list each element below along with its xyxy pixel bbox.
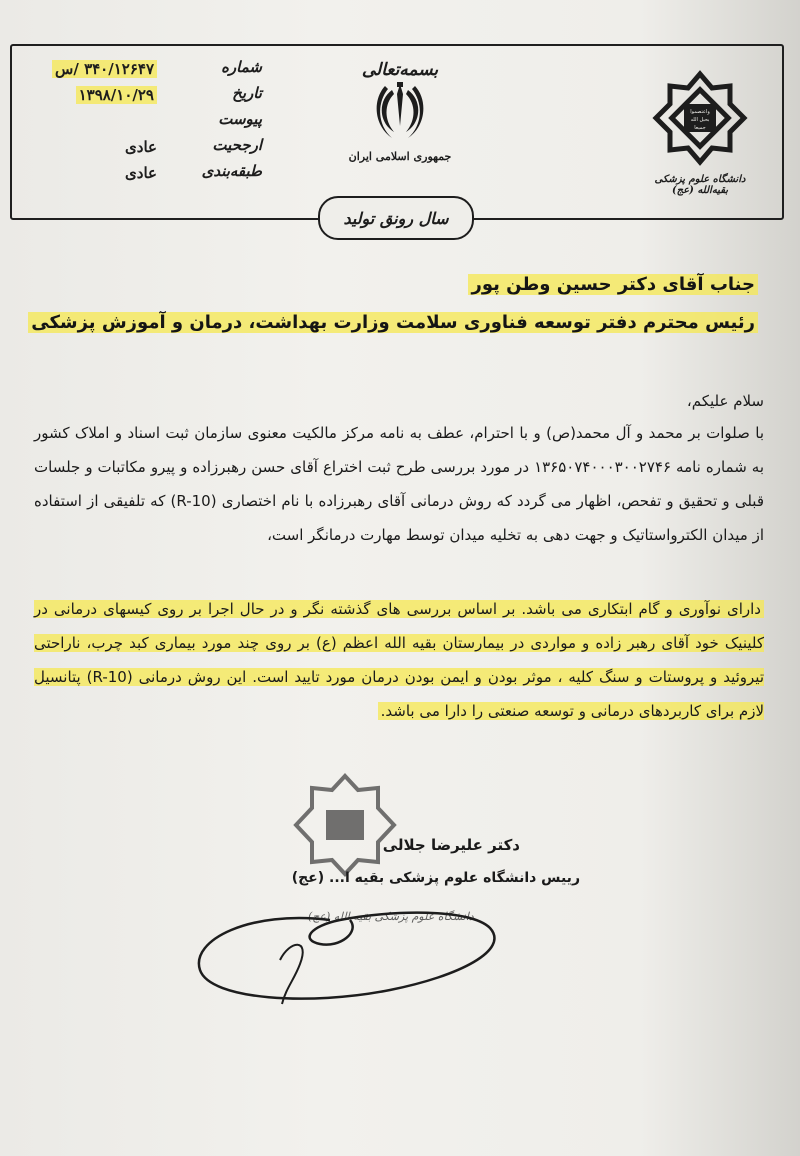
paragraph-2: دارای نوآوری و گام ابتکاری می باشد. بر اساس بررسی های گذشته نگر و در حال اجرا بر روی کیسهای درمانی در کلینیک خود آقای رهبر زاده و مواردی در بیمارستان بقیه الله اعظم (ع) بر روی چند مورد بیماری کبد چرب، ناراحتی تیروئید و پروستات و سنگ کلیه ، موثر بودن و ایمن بودن درمان مورد تایید است. این روش درمانی (R-10) پتانسیل لازم برای کاربردهای درمانی و توسعه صنعتی را دارا می باشد. [34, 600, 764, 720]
meta-priority: ارجحیت عادی [125, 136, 262, 156]
letter-metadata [22, 58, 262, 208]
paragraph-1: با صلوات بر محمد و آل محمد(ص) و با احترام، عطف به نامه مرکز مالکیت معنوی سازمان ثبت اسناد و املاک کشور به شماره نامه ۱۳۶۵۰۷۴۰۰۰۳۰۰۲۷۴۶ در مورد بررسی طرح ثبت اختراع آقای حسن رهبرزاده و پیرو مکاتبات و جلسات قبلی و تحقیق و تفحص، اظهار می گردد که روش درمانی آقای رهبرزاده با نام اختصاری (R-10) که تلفیقی از استفاده از میدان الکترواستاتیک و جهت دهی به تخلیه میدان توسط مهارت درمانگر است، [34, 424, 764, 544]
year-slogan-badge: سال رونق تولید [318, 196, 474, 240]
meta-number: شماره ۳۴۰/۱۲۶۴۷ /س [22, 58, 262, 84]
svg-text:جمیعا: جمیعا [694, 125, 706, 131]
meta-classification: طبقه‌بندی عادی [125, 162, 262, 182]
state-emblem-block [330, 60, 470, 163]
university-name: دانشگاه علوم پزشکی بقیه‌الله (عج) [654, 174, 746, 196]
handwritten-signature [190, 880, 520, 1010]
republic-caption: جمهوری اسلامی ایران [348, 150, 452, 163]
signatory-title: رییس دانشگاه علوم پزشکی بقیه ا... (عج) [291, 870, 580, 886]
university-emblem-icon [650, 68, 750, 168]
iran-emblem-icon [370, 80, 430, 142]
university-logo [640, 68, 760, 198]
greeting: سلام علیکم، [686, 392, 764, 410]
stamp-caption: دانشگاه علوم پزشکی بقیه الله (عج) [308, 910, 474, 923]
svg-text:بحبل الله: بحبل الله [690, 117, 710, 123]
svg-text:واعتصموا: واعتصموا [690, 109, 710, 115]
meta-attachment: پیوست [218, 110, 262, 128]
addressee-title: رئیس محترم دفتر توسعه فناوری سلامت وزارت بهداشت، درمان و آموزش پزشکی [28, 312, 758, 333]
signatory-name: دکتر علیرضا جلالی [382, 836, 520, 854]
university-seal-stamp [290, 770, 400, 880]
addressee-name: جناب آقای دکتر حسین وطن پور [468, 274, 758, 295]
invocation-text: بسمه‌تعالی [361, 60, 439, 80]
signature-block [190, 770, 580, 1020]
meta-date: تاریخ ۱۳۹۸/۱۰/۲۹ [22, 84, 262, 110]
